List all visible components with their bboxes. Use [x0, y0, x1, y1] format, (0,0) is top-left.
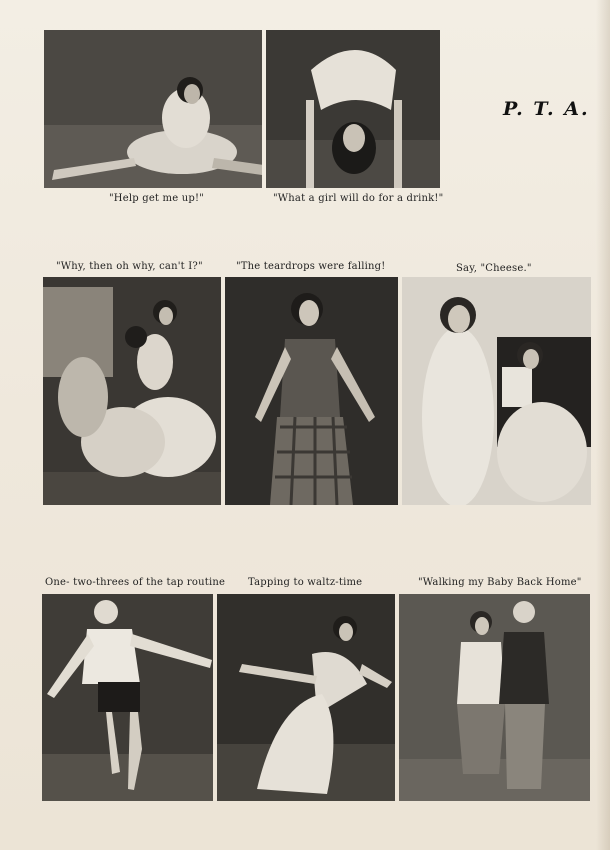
- caption-say-cheese: Say, "Cheese.": [456, 263, 532, 274]
- photo-plaid-dress-girl: [225, 277, 398, 505]
- page-title: P. T. A.: [503, 98, 590, 120]
- photo-sitting-girl: [44, 30, 262, 188]
- caption-tap-routine: One- two-threes of the tap routine: [45, 577, 226, 588]
- caption-waltz-time: Tapping to waltz-time: [248, 577, 363, 588]
- photo-two-girls-gowns: [43, 277, 221, 505]
- caption-girl-drink: "What a girl will do for a drink!": [273, 193, 444, 204]
- caption-help-get-me-up: "Help get me up!": [109, 193, 204, 204]
- caption-why-cant-i: "Why, then oh why, can't I?": [56, 261, 203, 272]
- photo-girls-at-piano: [402, 277, 591, 505]
- caption-teardrops: "The teardrops were falling!: [236, 261, 386, 272]
- caption-walking-baby: "Walking my Baby Back Home": [418, 577, 582, 588]
- photo-tap-dancer: [42, 594, 213, 801]
- photo-walking-couple: [399, 594, 590, 801]
- page-edge-shadow: [596, 0, 610, 850]
- photo-backbend-girl: [266, 30, 440, 188]
- photo-waltz-dancer: [217, 594, 395, 801]
